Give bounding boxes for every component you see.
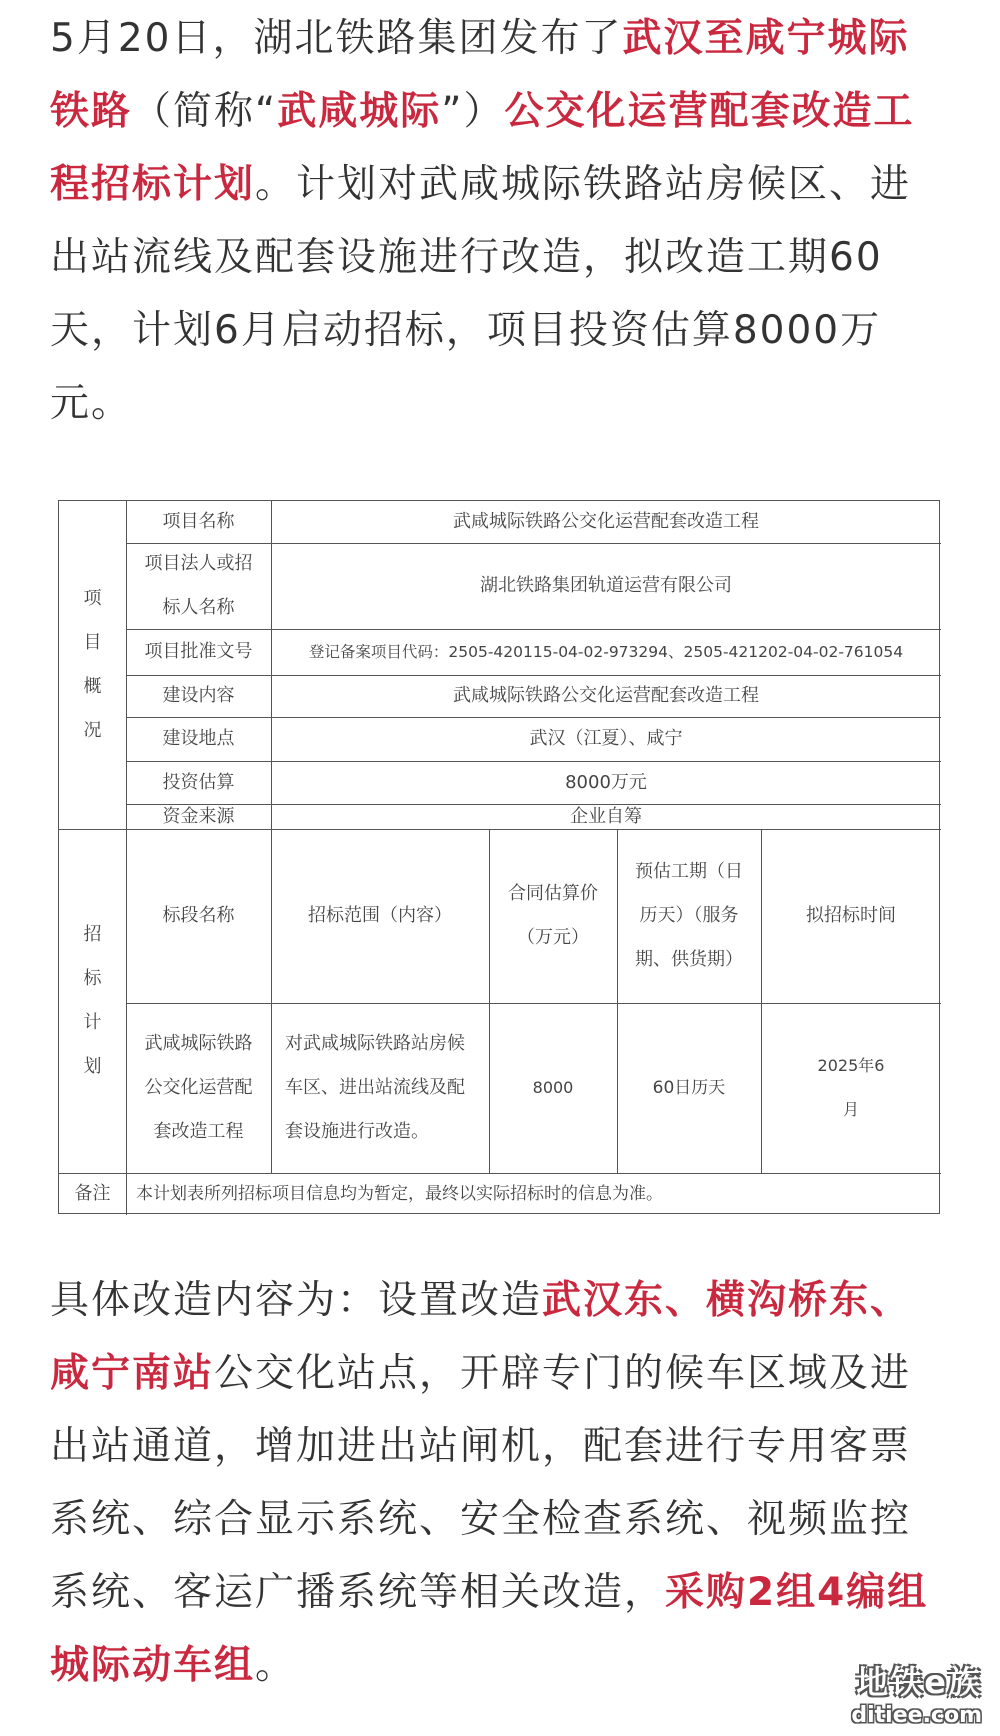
overview-value: 8000万元 <box>565 771 647 793</box>
remark-label: 备注 <box>74 1183 111 1204</box>
overview-value: 登记备案项目代码：2505-420115-04-02-973294、2505-421202-04-02-761054 <box>308 643 904 661</box>
watermark <box>851 1657 982 1728</box>
overview-label: 投资估算 <box>162 771 235 793</box>
plan-header: 拟招标时间 <box>806 905 896 926</box>
overview-label: 建设地点 <box>162 728 235 749</box>
section-label-overview: 项 目 概 况 <box>83 588 102 741</box>
overview-value: 湖北铁路集团轨道运营有限公司 <box>480 575 732 596</box>
overview-label: 资金来源 <box>162 806 235 827</box>
plan-cell: 武咸城际铁路公交化运营配套改造工程 <box>144 1033 253 1142</box>
watermark-url: ditiee.com <box>851 1703 982 1728</box>
watermark-logo: 地铁e族 <box>856 1663 982 1701</box>
remark-text: 本计划表所列招标项目信息均为暂定，最终以实际招标时的信息为准。 <box>136 1184 663 1204</box>
section-label-plan: 招 标 计 划 <box>83 924 102 1077</box>
plan-cell: 对武咸城际铁路站房候车区、进出站流线及配套设施进行改造。 <box>285 1033 465 1142</box>
plan-header: 招标范围（内容） <box>308 905 452 926</box>
overview-label: 建设内容 <box>162 685 235 706</box>
plan-cell: 60日历天 <box>652 1078 726 1098</box>
tender-plan-table <box>58 500 940 1214</box>
overview-label: 项目名称 <box>162 511 235 532</box>
overview-value: 武咸城际铁路公交化运营配套改造工程 <box>453 685 759 706</box>
overview-value: 武汉（江夏）、咸宁 <box>529 728 683 749</box>
plan-header: 预估工期（日历天）（服务期、供货期） <box>635 861 743 970</box>
plan-header: 合同估算价（万元） <box>508 883 598 948</box>
overview-label: 项目法人或招标人名称 <box>144 553 253 618</box>
overview-value: 武咸城际铁路公交化运营配套改造工程 <box>453 511 759 532</box>
plan-cell: 2025年6月 <box>817 1056 885 1119</box>
overview-value: 企业自筹 <box>570 806 642 827</box>
detail-paragraph: 具体改造内容为：设置改造武汉东、横沟桥东、咸宁南站公交化站点，开辟专门的候车区域及进出站通道，增加进出站闸机，配套进行专用客票系统、综合显示系统、安全检查系统、视频监控系统、客运广播系统等相关改造，采购2组4编组城际动车组。 <box>50 1278 929 1688</box>
overview-label: 项目批准文号 <box>144 641 253 662</box>
plan-header: 标段名称 <box>162 905 235 926</box>
intro-paragraph: 5月20日，湖北铁路集团发布了武汉至咸宁城际铁路（简称“武咸城际”）公交化运营配套改造工程招标计划。计划对武咸城际铁路站房候区、进出站流线及配套设施进行改造，拟改造工期60天，计划6月启动招标，项目投资估算8000万元。 <box>50 16 915 426</box>
plan-cell: 8000 <box>532 1078 574 1097</box>
